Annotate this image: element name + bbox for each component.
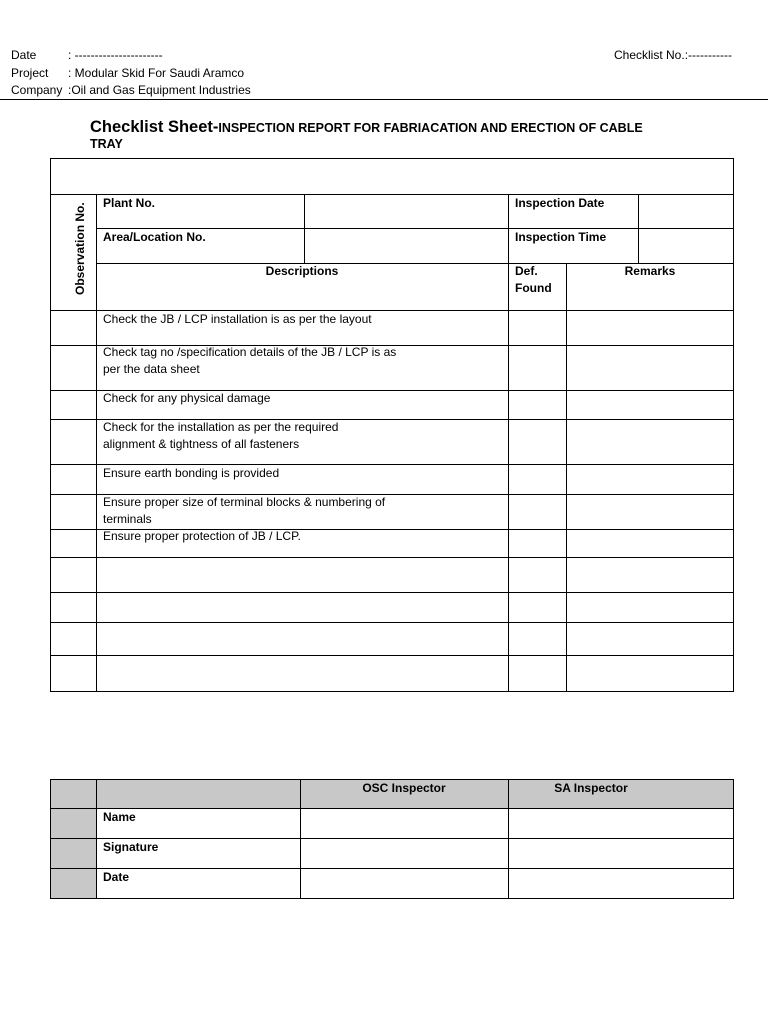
observation-no-label: Observation No.	[73, 202, 87, 295]
inspection-date-label: Inspection Date	[515, 196, 605, 210]
table-line	[50, 655, 734, 656]
checklist-item-6	[103, 494, 385, 528]
date-label: Date	[11, 48, 37, 62]
table-line	[50, 557, 734, 558]
checklist-item-line: Ensure proper protection of JB / LCP.	[103, 529, 301, 543]
table-line	[50, 622, 734, 623]
checklist-item-line: Ensure proper size of terminal blocks & numbering of	[103, 495, 386, 509]
table-line	[566, 263, 567, 692]
checklist-item-line: per the data sheet	[103, 362, 200, 376]
page-title	[90, 119, 710, 152]
table-line	[50, 808, 734, 809]
inspection-time-label: Inspection Time	[515, 230, 607, 244]
project-label: Project	[11, 66, 49, 80]
remarks-header: Remarks	[624, 264, 676, 278]
company-value: :Oil and Gas Equipment Industries	[68, 83, 251, 97]
def-label: Def.	[515, 264, 538, 278]
checklist-item-2	[103, 344, 396, 378]
name-label: Name	[103, 810, 136, 824]
checklist-item-1	[103, 311, 372, 328]
table-line	[50, 592, 734, 593]
project-value: : Modular Skid For Saudi Aramco	[68, 66, 245, 80]
table-line	[508, 779, 509, 899]
checklist-item-line: terminals	[103, 512, 152, 526]
area-location-label: Area/Location No.	[103, 230, 206, 244]
checklist-item-line: alignment & tightness of all fasteners	[103, 437, 300, 451]
header-divider	[0, 99, 768, 100]
table-line	[300, 779, 301, 899]
signature-label: Signature	[103, 840, 159, 854]
title-line2: TRAY	[90, 137, 123, 151]
table-line	[96, 779, 97, 899]
table-line	[638, 194, 639, 263]
checklist-item-3	[103, 390, 270, 407]
signoff-date-label: Date	[103, 870, 130, 884]
table-line	[304, 194, 305, 263]
checklist-item-7	[103, 528, 301, 545]
plant-no-label: Plant No.	[103, 196, 156, 210]
checklist-item-line: Check tag no /specification details of the JB / LCP is as	[103, 345, 397, 359]
found-label: Found	[515, 281, 552, 295]
descriptions-header: Descriptions	[265, 264, 339, 278]
title-main: Checklist Sheet-	[90, 118, 219, 136]
company-label: Company	[11, 83, 63, 97]
date-value: : ----------------------	[68, 48, 163, 62]
checklist-item-line: Check for any physical damage	[103, 391, 271, 405]
checklist-item-line: Ensure earth bonding is provided	[103, 466, 280, 480]
checklist-item-line: Check for the installation as per the required	[103, 420, 339, 434]
checklist-number: Checklist No.:-----------	[614, 48, 732, 62]
osc-inspector-header: OSC Inspector	[362, 781, 446, 795]
title-line1: INSPECTION REPORT FOR FABRIACATION AND ERECTION OF CABLE	[218, 121, 643, 135]
table-line	[50, 868, 734, 869]
checklist-item-4	[103, 419, 338, 453]
checklist-item-line: Check the JB / LCP installation is as per the layout	[103, 312, 372, 326]
table-line	[508, 194, 509, 692]
def-found-header	[515, 263, 552, 297]
sa-inspector-header: SA Inspector	[554, 781, 628, 795]
checklist-item-5	[103, 465, 279, 482]
